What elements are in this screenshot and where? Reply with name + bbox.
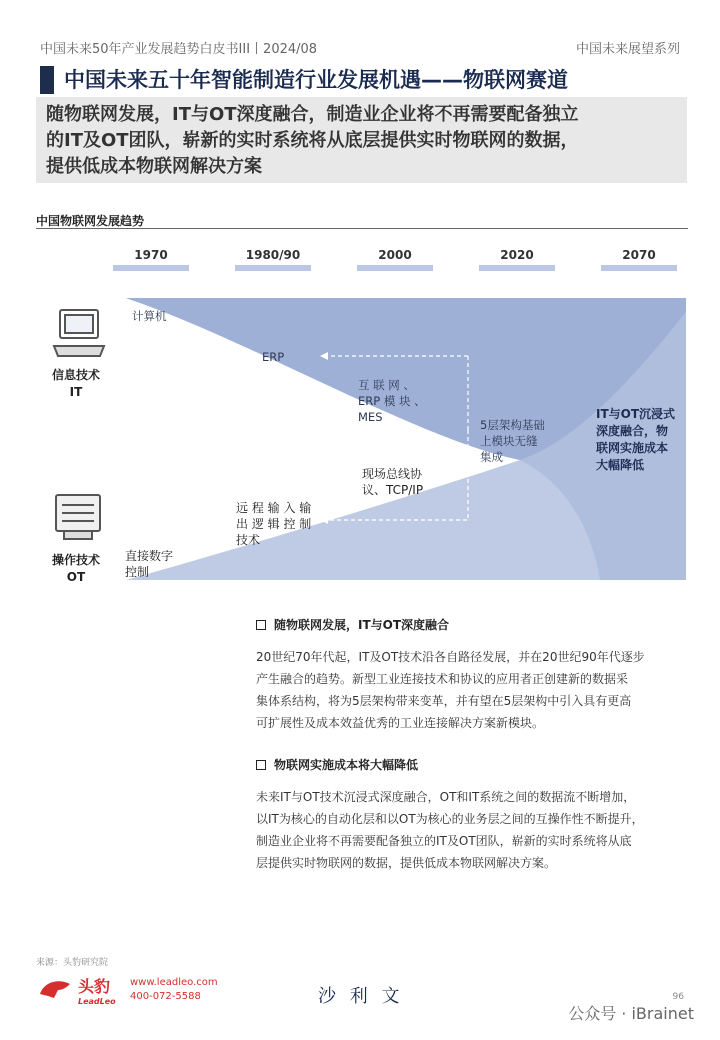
chart-title: 中国物联网发展趋势	[36, 214, 145, 228]
remote-io-label: 远 程 输 入 输 出 逻 辑 控 制 技术	[236, 501, 312, 547]
it-label: 信息技术 IT	[51, 368, 100, 399]
future-convergence-label: IT与OT沉浸式 深度融合，物 联网实施成本 大幅降低	[596, 407, 676, 472]
wechat-watermark: 公众号 · iBrainet	[568, 1004, 694, 1023]
section-heading: 物联网实施成本将大幅降低	[256, 756, 418, 773]
subtitle-line: 的IT及OT团队，崭新的实时系统将从底层提供实时物联网的数据，	[46, 130, 579, 151]
fieldbus-label: 现场总线协 议、TCP/IP	[362, 467, 424, 497]
year-label: 2020	[500, 248, 534, 262]
year-label: 1980/90	[245, 248, 301, 262]
contact-block	[130, 976, 218, 1004]
page-number: 96	[672, 992, 684, 1002]
phone-number: 400-072-5588	[130, 991, 201, 1002]
section-heading: 随物联网发展，IT与OT深度融合	[256, 616, 449, 633]
checkbox-icon	[256, 760, 266, 770]
ot-label: 操作技术 OT	[51, 553, 100, 584]
subtitle-line: 提供低成本物联网解决方案	[46, 156, 262, 177]
brand-block: 头豹 LeadLeo	[78, 977, 116, 1006]
source-note: 来源：头豹研究院	[36, 958, 109, 968]
leopard-icon	[36, 974, 76, 1002]
report-series-title: 中国未来50年产业发展趋势白皮书III丨2024/08	[40, 42, 318, 57]
website-link[interactable]: www.leadleo.com	[130, 977, 218, 988]
section-body: 未来IT与OT技术沉浸式深度融合，OT和IT系统之间的数据流不断增加， 以IT为核心的自动化层和以OT为核心的业务层之间的互操作性不断提升， 制造业企业将不再需要配备独立的IT及OT团队，崭新的实时系统将从底 层提供实时物联网的数据，提供低成本物联网解决方案。	[256, 790, 644, 870]
frost-sullivan-brand: 沙 利 文	[318, 986, 404, 1007]
direct-digital-control-label: 直接数字 控制	[125, 549, 174, 579]
five-layer-label: 5层架构基础 上模块无缝 集成	[480, 418, 545, 464]
year-label: 2000	[378, 248, 412, 262]
checkbox-icon	[256, 620, 266, 630]
internet-erp-mes-label: 互 联 网 、 ERP 模 块 、 MES	[358, 378, 426, 424]
control-panel-icon	[56, 495, 100, 539]
subtitle-line: 随物联网发展，IT与OT深度融合，制造业企业将不再需要配备独立	[46, 104, 579, 125]
year-label: 1970	[134, 248, 168, 262]
report-series-tag: 中国未来展望系列	[575, 42, 680, 57]
leadleo-logo	[36, 974, 76, 1006]
page-title: 中国未来五十年智能制造行业发展机遇——物联网赛道	[64, 68, 568, 92]
laptop-icon	[54, 310, 104, 356]
computer-label: 计算机	[132, 309, 167, 323]
section-body: 20世纪70年代起，IT及OT技术沿各自路径发展，并在20世纪90年代逐步 产生融合的趋势。新型工业连接技术和协议的应用者正创建新的数据采 集体系结构，将为5层架构带来变革，并有望在5层架构中引入具有更高 可扩展性及成本效益优秀的工业连接解决方案新模块。	[256, 650, 645, 730]
erp-label: ERP	[262, 350, 285, 364]
year-label: 2070	[622, 248, 656, 262]
